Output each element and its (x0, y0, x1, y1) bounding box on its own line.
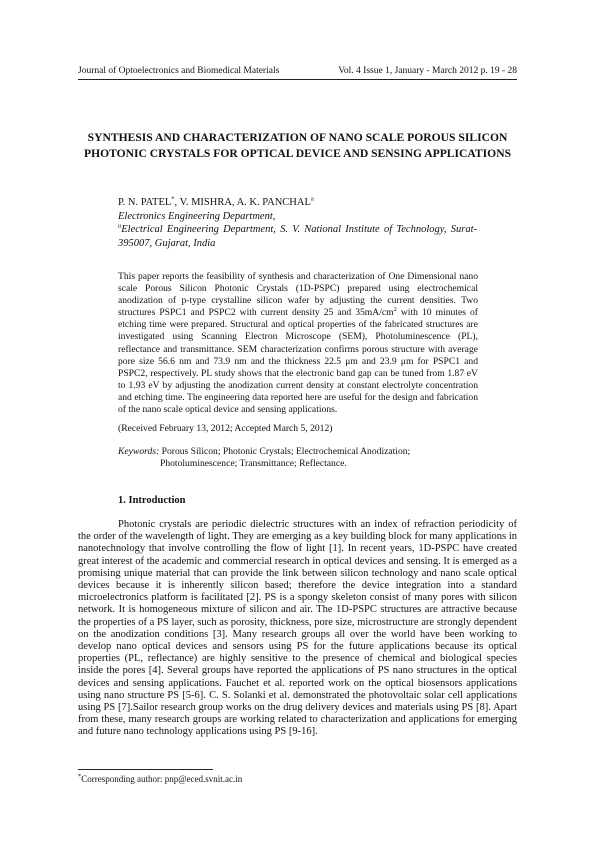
journal-name: Journal of Optoelectronics and Biomedical Materials (78, 66, 280, 76)
issue-info: Vol. 4 Issue 1, January - March 2012 p. 19 - 28 (338, 66, 517, 76)
keywords-block (118, 446, 478, 470)
abstract-text-cont: with 10 minutes of etching time were prepared. Structural and optical properties of the fabricated structures are investigated using Scanning Electron Microscope (SEM), Photoluminescence (PL), reflectance and transmittance. SEM characterization confirms porous structure with average pore size 56.6 nm and 73.9 nm and the thickness 22.5 μm and 23.9 μm for PSPC1 and PSPC2, respectively. PL study shows that the electronic band gap can be tuned from 1.87 eV to 1.93 eV by adjusting the anodization current density at constant electrolyte concentration and etching time. The engineering data reported here are useful for the design and fabrication of the nano scale optical device and sensing applications. (118, 307, 478, 416)
affiliation-mark: a (310, 195, 314, 203)
affiliation-2 (118, 223, 477, 250)
footnote-divider (78, 769, 213, 770)
body-paragraph: Photonic crystals are periodic dielectric structures with an index of refraction periodicity of the order of the wavelength of light. They are emerging as a key building block for many applications in nanotechnology that involve controlling the flow of light [1]. In recent years, 1D-PSPC have created great interest of the academic and commercial research in optical devices and sensing. It is emerged as a promising unique material that can provide the link between silicon technology and nano scale optical devices because it is inherently silicon based; therefore the device integration into a standard microelectronics platform is facilitated [2]. PS is a spongy skeleton consist of many pores with silicon network. It is homogeneous mixture of silicon and air. The 1D-PSPC structures are attractive because the properties of a PS layer, such as porosity, thickness, pore size, microstructure are strongly dependent on the anodization conditions [3]. Many research groups all over the world have been working to develop nano optical devices and sensors using PS for the future applications because its optical properties (PL, reflectance) are highly sensitive to the presence of chemical and biological species inside the pores [4]. Several groups have reported the applications of PS nano structures in the optical devices and sensing applications. Fauchet et al. reported work on the optical biosensors applications using nano structure PS [5-6]. C. S. Solanki et al. demonstrated the photovoltaic solar cell applications using PS [7].Sailor research group works on the drug delivery devices and materials using PS [8]. Apart from these, many research groups are working related to characterization and applications for emerging and future nano technology applications using PS [9-16]. (78, 519, 517, 738)
author-name: P. N. PATEL (118, 197, 172, 208)
footnote-text: Corresponding author: pnp@eced.svnit.ac.in (81, 774, 243, 784)
author-names: , V. MISHRA, A. K. PANCHAL (174, 197, 311, 208)
introduction-body (78, 519, 517, 739)
abstract (118, 271, 478, 416)
keywords-list-1: Porous Silicon; Photonic Crystals; Electrochemical Anodization; (159, 446, 411, 457)
author-block (118, 196, 477, 250)
keywords-line-1 (118, 446, 478, 458)
unit-superscript: 2 (393, 306, 397, 314)
paper-title: SYNTHESIS AND CHARACTERIZATION OF NANO SCALE POROUS SILICON PHOTONIC CRYSTALS FOR OPTICAL DEVICE AND SENSING APPLICATIONS (83, 131, 512, 160)
author-mark: * (171, 195, 175, 203)
abstract-text: This paper reports the feasibility of synthesis and characterization of One Dimensional nano scale Porous Silicon Photonic Crystals (1D-PSPC) prepared using electrochemical anodization of p-type crystalline silicon wafer by adjusting the current densities. Two structures PSPC1 and PSPC2 with current density 25 and 35mA/cm (118, 271, 478, 319)
keywords-label: Keywords: (118, 446, 160, 457)
footnote (78, 773, 242, 785)
affiliation-2-text: Electrical Engineering Department, S. V. National Institute of Technology, Surat-395007, Gujarat, India (118, 224, 477, 249)
affiliation-2-mark: a (118, 222, 122, 230)
section-heading: 1. Introduction (118, 495, 186, 506)
affiliation-1: Electronics Engineering Department, (118, 210, 276, 222)
keywords-list-2: Photoluminescence; Transmittance; Reflectance. (160, 458, 347, 469)
running-header (78, 64, 517, 78)
header-divider (78, 79, 517, 80)
author-list (118, 196, 477, 210)
received-dates: (Received February 13, 2012; Accepted March 5, 2012) (118, 423, 333, 434)
footnote-mark: * (78, 773, 82, 780)
